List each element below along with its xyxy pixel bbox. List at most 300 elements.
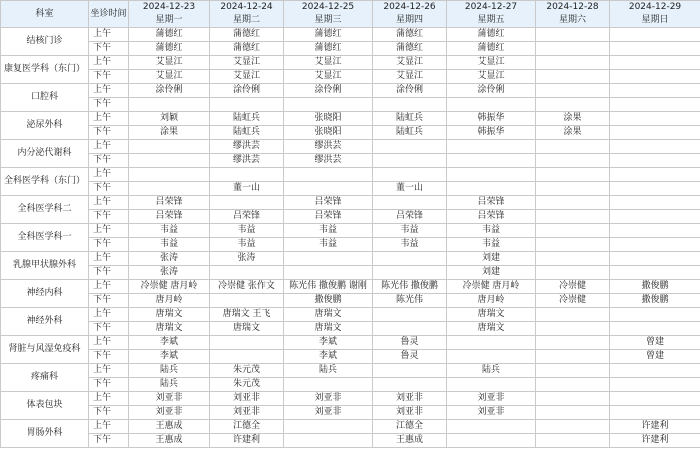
doctor-cell: 董一山: [373, 182, 447, 196]
doctor-cell: [373, 168, 447, 182]
doctor-cell: 曾建: [610, 350, 700, 364]
session-label: 上午: [89, 196, 129, 210]
doctor-cell: [610, 406, 700, 420]
doctor-cell: 王惠成: [129, 434, 210, 448]
session-label: 上午: [89, 336, 129, 350]
doctor-cell: 蒲德红: [129, 28, 210, 42]
doctor-cell: [610, 196, 700, 210]
doctor-cell: [447, 140, 536, 154]
doctor-cell: 陆兵: [129, 364, 210, 378]
doctor-cell: 蒲德红: [129, 42, 210, 56]
session-label: 上午: [89, 364, 129, 378]
doctor-cell: 艾显江: [284, 56, 373, 70]
session-label: 上午: [89, 280, 129, 294]
department-name: 全科医学科二: [1, 196, 89, 224]
doctor-cell: [210, 168, 284, 182]
doctor-cell: 涂果: [536, 112, 610, 126]
day-weekday: 星期四: [395, 15, 423, 25]
doctor-cell: 刘建: [447, 266, 536, 280]
doctor-cell: [610, 392, 700, 406]
doctor-cell: [447, 98, 536, 112]
table-row: [1, 126, 700, 140]
doctor-cell: 艾显江: [373, 70, 447, 84]
table-row: [1, 406, 700, 420]
table-row: [1, 182, 700, 196]
doctor-cell: 张涛: [129, 266, 210, 280]
doctor-cell: 蒲德红: [373, 28, 447, 42]
doctor-cell: [610, 266, 700, 280]
doctor-cell: 张晓阳: [284, 126, 373, 140]
doctor-cell: [129, 168, 210, 182]
doctor-cell: 蒲德红: [447, 28, 536, 42]
doctor-cell: [610, 210, 700, 224]
doctor-cell: 刘亚非: [210, 406, 284, 420]
doctor-cell: [610, 42, 700, 56]
day-date: 2024-12-26: [383, 2, 436, 12]
department-name: 全科医学科一: [1, 224, 89, 252]
table-row: [1, 140, 700, 154]
doctor-cell: [210, 196, 284, 210]
doctor-cell: [610, 140, 700, 154]
doctor-cell: [610, 98, 700, 112]
doctor-cell: 唐瑞文: [129, 322, 210, 336]
session-label: 上午: [89, 252, 129, 266]
doctor-cell: [536, 266, 610, 280]
doctor-cell: [610, 364, 700, 378]
department-name: 全科医学科（东门）: [1, 168, 89, 196]
doctor-cell: 韦益: [447, 224, 536, 238]
doctor-cell: 唐月岭: [129, 294, 210, 308]
session-label: 下午: [89, 154, 129, 168]
doctor-cell: [536, 70, 610, 84]
doctor-cell: 陆兵: [129, 378, 210, 392]
doctor-cell: 涂果: [536, 126, 610, 140]
session-label: 下午: [89, 434, 129, 448]
day-weekday: 星期日: [641, 15, 669, 25]
doctor-cell: [610, 112, 700, 126]
doctor-cell: [129, 182, 210, 196]
day-date: 2024-12-24: [220, 2, 273, 12]
doctor-cell: [373, 252, 447, 266]
doctor-cell: 艾显江: [210, 70, 284, 84]
doctor-cell: 刘亚非: [210, 392, 284, 406]
session-label: 上午: [89, 140, 129, 154]
table-row: [1, 238, 700, 252]
doctor-cell: [210, 350, 284, 364]
doctor-cell: [610, 224, 700, 238]
doctor-cell: 唐瑞文: [284, 322, 373, 336]
doctor-cell: 许建利: [610, 434, 700, 448]
doctor-cell: 刘亚非: [129, 406, 210, 420]
doctor-cell: 吕荣锋: [373, 210, 447, 224]
table-row: [1, 434, 700, 448]
table-row: [1, 154, 700, 168]
doctor-cell: 冷崇健: [536, 280, 610, 294]
doctor-cell: 鲁灵: [373, 336, 447, 350]
doctor-cell: [210, 266, 284, 280]
doctor-cell: 张涛: [129, 252, 210, 266]
doctor-cell: [536, 84, 610, 98]
doctor-cell: 曾建: [610, 336, 700, 350]
session-label: 下午: [89, 266, 129, 280]
doctor-cell: [373, 140, 447, 154]
doctor-cell: 许建利: [210, 434, 284, 448]
department-name: 神经内科: [1, 280, 89, 308]
doctor-cell: 唐瑞文: [210, 322, 284, 336]
doctor-cell: [536, 28, 610, 42]
table-row: [1, 294, 700, 308]
doctor-cell: [610, 308, 700, 322]
doctor-cell: 艾显江: [373, 56, 447, 70]
session-column-header: 坐诊时间: [89, 1, 129, 28]
doctor-cell: 艾显江: [447, 56, 536, 70]
doctor-cell: [447, 154, 536, 168]
doctor-cell: 韩振华: [447, 112, 536, 126]
doctor-cell: 艾显江: [129, 56, 210, 70]
doctor-cell: 缪洪芸: [284, 140, 373, 154]
doctor-cell: 吕荣锋: [447, 210, 536, 224]
doctor-cell: [210, 98, 284, 112]
day-column-header: [210, 1, 284, 28]
doctor-cell: [210, 294, 284, 308]
doctor-cell: 朱元茂: [210, 364, 284, 378]
day-weekday: 星期三: [314, 15, 342, 25]
doctor-cell: [373, 154, 447, 168]
doctor-cell: [536, 56, 610, 70]
doctor-cell: [536, 308, 610, 322]
table-row: [1, 84, 700, 98]
day-column-header: [536, 1, 610, 28]
doctor-cell: 缪洪芸: [210, 154, 284, 168]
doctor-cell: 韦益: [129, 238, 210, 252]
session-label: 下午: [89, 42, 129, 56]
doctor-cell: 蒲德红: [210, 42, 284, 56]
doctor-cell: 韦益: [210, 224, 284, 238]
doctor-cell: 江德全: [373, 420, 447, 434]
table-row: [1, 378, 700, 392]
table-row: [1, 112, 700, 126]
doctor-cell: 刘亚非: [284, 406, 373, 420]
doctor-cell: [373, 378, 447, 392]
doctor-cell: 艾显江: [447, 70, 536, 84]
session-label: 下午: [89, 182, 129, 196]
doctor-cell: [447, 350, 536, 364]
session-label: 下午: [89, 322, 129, 336]
doctor-cell: [536, 154, 610, 168]
doctor-cell: [536, 336, 610, 350]
doctor-cell: [447, 182, 536, 196]
doctor-cell: 江德全: [210, 420, 284, 434]
doctor-cell: 涂伶俐: [373, 84, 447, 98]
session-label: 上午: [89, 168, 129, 182]
table-row: [1, 70, 700, 84]
day-weekday: 星期六: [558, 15, 586, 25]
doctor-cell: 陆虹兵: [373, 126, 447, 140]
doctor-cell: 吕荣锋: [284, 196, 373, 210]
doctor-cell: [284, 98, 373, 112]
doctor-cell: 吕荣锋: [129, 196, 210, 210]
table-row: [1, 28, 700, 42]
doctor-cell: [447, 420, 536, 434]
doctor-cell: 陆虹兵: [373, 112, 447, 126]
doctor-cell: 唐瑞文 王飞: [210, 308, 284, 322]
doctor-cell: 刘亚非: [373, 392, 447, 406]
department-name: 体表包块: [1, 392, 89, 420]
doctor-cell: [536, 42, 610, 56]
doctor-cell: [447, 168, 536, 182]
doctor-cell: 韩振华: [447, 126, 536, 140]
doctor-cell: 吕荣锋: [447, 196, 536, 210]
doctor-cell: 张涛: [210, 252, 284, 266]
department-name: 泌尿外科: [1, 112, 89, 140]
doctor-cell: 刘亚非: [129, 392, 210, 406]
doctor-cell: 陈光伟: [373, 294, 447, 308]
department-name: 疼痛科: [1, 364, 89, 392]
doctor-cell: 缪洪芸: [284, 154, 373, 168]
table-row: [1, 42, 700, 56]
session-label: 下午: [89, 98, 129, 112]
doctor-cell: 唐瑞文: [129, 308, 210, 322]
doctor-cell: [373, 98, 447, 112]
department-name: 康复医学科（东门）: [1, 56, 89, 84]
doctor-cell: [284, 378, 373, 392]
doctor-cell: [373, 308, 447, 322]
session-label: 下午: [89, 406, 129, 420]
doctor-cell: [610, 238, 700, 252]
doctor-cell: 李斌: [129, 350, 210, 364]
doctor-cell: 涂果: [129, 126, 210, 140]
doctor-cell: [284, 168, 373, 182]
table-row: [1, 420, 700, 434]
doctor-cell: [536, 98, 610, 112]
doctor-cell: 陆虹兵: [210, 112, 284, 126]
doctor-cell: 艾显江: [129, 70, 210, 84]
doctor-cell: [536, 322, 610, 336]
session-label: 下午: [89, 210, 129, 224]
doctor-cell: [373, 196, 447, 210]
doctor-cell: 张晓阳: [284, 112, 373, 126]
doctor-cell: [536, 364, 610, 378]
doctor-cell: 吕荣锋: [210, 210, 284, 224]
session-label: 上午: [89, 56, 129, 70]
table-row: [1, 392, 700, 406]
doctor-cell: [373, 364, 447, 378]
table-row: [1, 266, 700, 280]
doctor-cell: 韦益: [373, 224, 447, 238]
doctor-cell: 刘亚非: [447, 406, 536, 420]
session-label: 下午: [89, 350, 129, 364]
doctor-cell: [610, 84, 700, 98]
doctor-cell: 唐月岭: [447, 294, 536, 308]
doctor-cell: 涂伶俐: [284, 84, 373, 98]
doctor-cell: 唐瑞文: [284, 308, 373, 322]
department-name: 乳腺甲状腺外科: [1, 252, 89, 280]
day-column-header: [129, 1, 210, 28]
doctor-cell: [373, 322, 447, 336]
doctor-cell: 刘亚非: [373, 406, 447, 420]
doctor-cell: 鲁灵: [373, 350, 447, 364]
day-column-header: [373, 1, 447, 28]
doctor-cell: [610, 378, 700, 392]
doctor-cell: [536, 182, 610, 196]
dept-column-header: 科室: [1, 1, 89, 28]
table-row: [1, 336, 700, 350]
doctor-cell: 陆兵: [284, 364, 373, 378]
doctor-cell: 朱元茂: [210, 378, 284, 392]
session-label: 上午: [89, 112, 129, 126]
doctor-cell: 蒲德红: [373, 42, 447, 56]
session-label: 上午: [89, 84, 129, 98]
doctor-cell: [610, 126, 700, 140]
day-date: 2024-12-25: [301, 2, 355, 12]
doctor-cell: [536, 406, 610, 420]
doctor-cell: 韦益: [373, 238, 447, 252]
doctor-cell: [610, 252, 700, 266]
doctor-cell: [536, 140, 610, 154]
department-name: 口腔科: [1, 84, 89, 112]
doctor-cell: 冷崇健 唐月岭: [129, 280, 210, 294]
table-row: [1, 224, 700, 238]
doctor-cell: 撒俊鹏: [610, 280, 700, 294]
doctor-cell: [536, 252, 610, 266]
doctor-cell: [536, 168, 610, 182]
doctor-cell: [536, 350, 610, 364]
doctor-cell: 冷崇健 张作文: [210, 280, 284, 294]
doctor-cell: [447, 434, 536, 448]
doctor-cell: [610, 322, 700, 336]
doctor-cell: 吕荣锋: [284, 210, 373, 224]
day-weekday: 星期二: [232, 15, 260, 25]
doctor-cell: 吕荣锋: [129, 210, 210, 224]
doctor-cell: [373, 266, 447, 280]
table-row: [1, 322, 700, 336]
table-row: [1, 98, 700, 112]
doctor-cell: 涂伶俐: [129, 84, 210, 98]
doctor-cell: 李斌: [284, 350, 373, 364]
doctor-cell: [610, 168, 700, 182]
session-label: 上午: [89, 308, 129, 322]
doctor-cell: [610, 28, 700, 42]
doctor-cell: 唐瑞文: [447, 322, 536, 336]
doctor-cell: 蒲德红: [210, 28, 284, 42]
day-weekday: 星期五: [477, 15, 505, 25]
table-row: [1, 196, 700, 210]
day-date: 2024-12-27: [464, 2, 518, 12]
doctor-cell: 陆虹兵: [210, 126, 284, 140]
doctor-cell: [129, 154, 210, 168]
department-name: 胃肠外科: [1, 420, 89, 448]
session-label: 下午: [89, 126, 129, 140]
department-name: 神经外科: [1, 308, 89, 336]
doctor-cell: 涂伶俐: [447, 84, 536, 98]
doctor-cell: 艾显江: [284, 70, 373, 84]
doctor-cell: 蒲德红: [447, 42, 536, 56]
day-date: 2024-12-29: [628, 2, 682, 12]
doctor-cell: 撒俊鹏: [284, 294, 373, 308]
doctor-cell: [447, 378, 536, 392]
doctor-cell: [210, 336, 284, 350]
doctor-cell: 韦益: [210, 238, 284, 252]
doctor-cell: 蒲德红: [284, 28, 373, 42]
doctor-cell: 刘颖: [129, 112, 210, 126]
doctor-cell: [284, 420, 373, 434]
doctor-cell: 缪洪芸: [210, 140, 284, 154]
doctor-cell: 唐瑞文: [447, 308, 536, 322]
doctor-cell: [447, 336, 536, 350]
doctor-cell: [610, 154, 700, 168]
doctor-cell: [536, 210, 610, 224]
day-column-header: [284, 1, 373, 28]
doctor-cell: [284, 266, 373, 280]
table-row: [1, 210, 700, 224]
doctor-cell: [129, 140, 210, 154]
doctor-cell: [610, 56, 700, 70]
doctor-cell: 王惠成: [129, 420, 210, 434]
doctor-cell: 李斌: [284, 336, 373, 350]
doctor-cell: 冷崇健: [536, 294, 610, 308]
doctor-cell: [536, 238, 610, 252]
doctor-cell: [284, 434, 373, 448]
day-column-header: [610, 1, 700, 28]
department-name: 结核门诊: [1, 28, 89, 56]
doctor-cell: 陈光伟 撒俊鹏 谢刚: [284, 280, 373, 294]
session-label: 上午: [89, 224, 129, 238]
doctor-cell: [536, 196, 610, 210]
doctor-cell: [610, 182, 700, 196]
doctor-cell: 许建利: [610, 420, 700, 434]
session-label: 上午: [89, 28, 129, 42]
doctor-cell: 陆兵: [447, 364, 536, 378]
schedule-body: [1, 28, 700, 448]
doctor-cell: 董一山: [210, 182, 284, 196]
doctor-cell: [284, 252, 373, 266]
table-row: [1, 168, 700, 182]
department-name: 肾脏与风湿免疫科: [1, 336, 89, 364]
session-label: 下午: [89, 238, 129, 252]
session-label: 上午: [89, 420, 129, 434]
table-row: [1, 308, 700, 322]
doctor-cell: 冷崇健 唐月岭: [447, 280, 536, 294]
doctor-cell: 韦益: [284, 238, 373, 252]
doctor-cell: 艾显江: [210, 56, 284, 70]
doctor-cell: 刘亚非: [284, 392, 373, 406]
day-column-header: [447, 1, 536, 28]
doctor-cell: 韦益: [284, 224, 373, 238]
doctor-cell: 陈光伟 撒俊鹏: [373, 280, 447, 294]
header-row: [1, 1, 700, 28]
doctor-cell: [284, 182, 373, 196]
day-weekday: 星期一: [155, 15, 183, 25]
session-label: 下午: [89, 294, 129, 308]
doctor-cell: 韦益: [129, 224, 210, 238]
table-row: [1, 252, 700, 266]
day-date: 2024-12-23: [142, 2, 196, 12]
doctor-cell: [536, 378, 610, 392]
table-row: [1, 350, 700, 364]
doctor-cell: [536, 420, 610, 434]
doctor-cell: 韦益: [447, 238, 536, 252]
doctor-cell: 王惠成: [373, 434, 447, 448]
doctor-cell: [536, 434, 610, 448]
doctor-cell: 刘建: [447, 252, 536, 266]
doctor-cell: 蒲德红: [284, 42, 373, 56]
doctor-cell: [129, 98, 210, 112]
doctor-cell: 涂伶俐: [210, 84, 284, 98]
table-row: [1, 364, 700, 378]
doctor-cell: [536, 224, 610, 238]
doctor-cell: [536, 392, 610, 406]
doctor-cell: 刘亚非: [447, 392, 536, 406]
